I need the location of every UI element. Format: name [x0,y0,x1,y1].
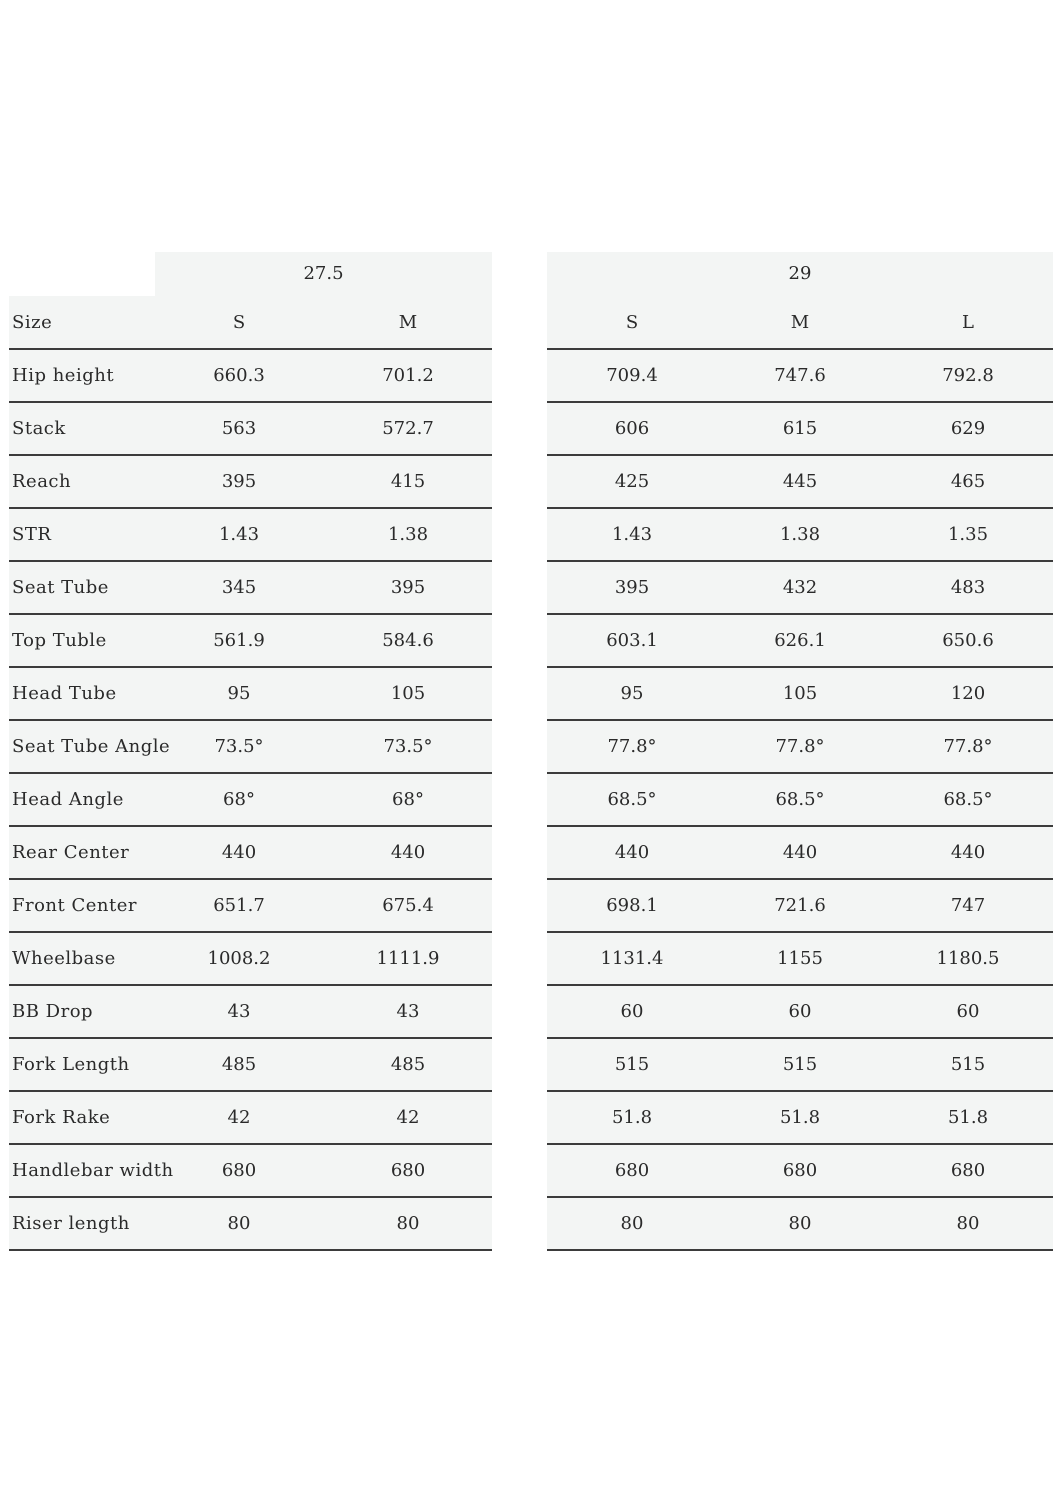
table-cell: 1155 [777,948,823,969]
table-cell: 80 [956,1213,980,1234]
table-cell: 42 [227,1107,251,1128]
table-cell: 43 [396,1001,420,1022]
table-cell: 68.5° [607,789,657,810]
table-cell: 105 [782,683,818,704]
table-cell: 395 [614,577,650,598]
size-header-2: S [625,312,639,333]
table-cell: 68.5° [775,789,825,810]
table-cell: 485 [390,1054,426,1075]
table-cell: 395 [221,471,257,492]
table-cell: 42 [396,1107,420,1128]
table-cell: 465 [950,471,986,492]
row-label: Seat Tube [12,577,109,598]
size-header-1: M [398,312,418,333]
table-cell: 73.5° [383,736,433,757]
row-label: Front Center [12,895,137,916]
group-header-27-5: 27.5 [303,263,344,284]
table-cell: 698.1 [606,895,658,916]
row-label: Fork Rake [12,1107,111,1128]
table-cell: 515 [782,1054,818,1075]
group-header-29: 29 [788,263,812,284]
table-cell: 77.8° [943,736,993,757]
table-cell: 584.6 [382,630,434,651]
table-cell: 603.1 [606,630,658,651]
table-cell: 563 [221,418,257,439]
table-cell: 80 [788,1213,812,1234]
row-label: Head Tube [12,683,117,704]
table-cell: 68° [392,789,424,810]
row-label: Hip height [12,365,115,386]
table-cell: 1.38 [387,524,429,545]
table-cell: 51.8 [947,1107,989,1128]
table-cell: 51.8 [779,1107,821,1128]
table-cell: 660.3 [213,365,265,386]
table-cell: 77.8° [775,736,825,757]
table-cell: 515 [950,1054,986,1075]
table-cell: 615 [782,418,818,439]
table-cell: 43 [227,1001,251,1022]
table-cell: 120 [950,683,986,704]
table-cell: 95 [620,683,644,704]
table-cell: 709.4 [606,365,658,386]
table-cell: 792.8 [942,365,994,386]
table-cell: 445 [782,471,818,492]
table-cell: 68° [223,789,255,810]
table-cell: 629 [950,418,986,439]
row-divider [9,1249,492,1251]
row-label: Rear Center [12,842,130,863]
size-header-3: M [790,312,810,333]
row-label: Stack [12,418,66,439]
table-cell: 515 [614,1054,650,1075]
table-cell: 680 [782,1160,818,1181]
table-cell: 440 [782,842,818,863]
size-header-label: Size [12,312,53,333]
table-cell: 60 [620,1001,644,1022]
table-cell: 701.2 [382,365,434,386]
table-cell: 425 [614,471,650,492]
table-cell: 60 [956,1001,980,1022]
table-cell: 1.38 [779,524,821,545]
table-cell: 747 [950,895,986,916]
table-cell: 650.6 [942,630,994,651]
row-label: BB Drop [12,1001,94,1022]
table-cell: 1008.2 [207,948,271,969]
row-label: Top Tuble [12,630,107,651]
table-cell: 440 [221,842,257,863]
table-cell: 1131.4 [600,948,664,969]
table-cell: 415 [390,471,426,492]
table-cell: 395 [390,577,426,598]
table-cell: 60 [788,1001,812,1022]
table-cell: 483 [950,577,986,598]
table-cell: 485 [221,1054,257,1075]
size-header-4: L [962,312,974,333]
row-label: Seat Tube Angle [12,736,171,757]
table-cell: 440 [390,842,426,863]
row-label: Head Angle [12,789,124,810]
table-cell: 561.9 [213,630,265,651]
row-label: Riser length [12,1213,130,1234]
table-cell: 1.35 [947,524,989,545]
table-cell: 626.1 [774,630,826,651]
row-label: Handlebar width [12,1160,174,1181]
table-cell: 440 [950,842,986,863]
table-cell: 680 [950,1160,986,1181]
table-cell: 1180.5 [936,948,1000,969]
table-cell: 680 [614,1160,650,1181]
table-cell: 1.43 [611,524,653,545]
table-cell: 95 [227,683,251,704]
table-cell: 105 [390,683,426,704]
table-cell: 80 [396,1213,420,1234]
table-cell: 675.4 [382,895,434,916]
row-label: Reach [12,471,72,492]
table-cell: 572.7 [382,418,434,439]
table-cell: 747.6 [774,365,826,386]
table-cell: 1111.9 [376,948,440,969]
table-cell: 345 [221,577,257,598]
table-cell: 80 [620,1213,644,1234]
table-cell: 73.5° [214,736,264,757]
table-cell: 651.7 [213,895,265,916]
row-label: Fork Length [12,1054,130,1075]
table-cell: 68.5° [943,789,993,810]
table-cell: 51.8 [611,1107,653,1128]
row-label: STR [12,524,52,545]
table-cell: 432 [782,577,818,598]
row-label: Wheelbase [12,948,116,969]
table-cell: 77.8° [607,736,657,757]
table-cell: 680 [390,1160,426,1181]
table-cell: 721.6 [774,895,826,916]
table-cell: 1.43 [218,524,260,545]
row-divider [547,1249,1053,1251]
table-cell: 440 [614,842,650,863]
table-cell: 80 [227,1213,251,1234]
table-cell: 606 [614,418,650,439]
table-cell: 680 [221,1160,257,1181]
size-header-0: S [232,312,246,333]
